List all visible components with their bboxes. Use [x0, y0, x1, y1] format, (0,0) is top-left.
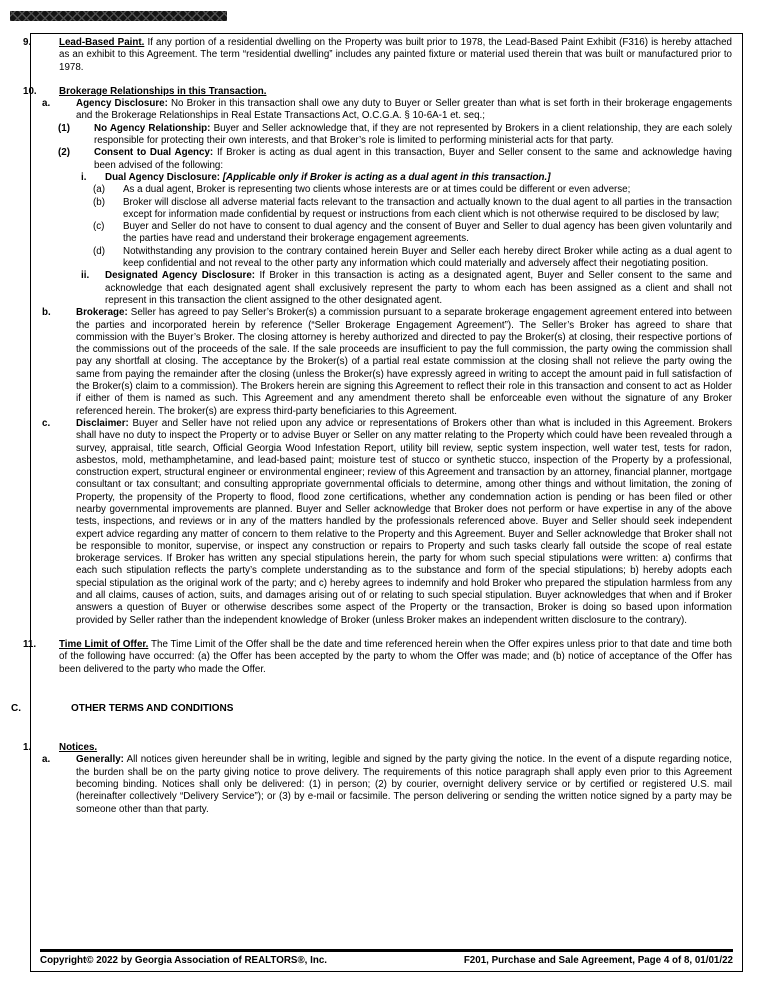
clause-number: (c): [93, 221, 105, 233]
clause-number: c.: [42, 417, 51, 429]
clause-text: Brokerage Relationships in this Transaction.: [59, 85, 267, 97]
clause-text: Time Limit of Offer.: [59, 638, 149, 650]
paragraph: [41, 246, 732, 271]
footer-divider: [40, 949, 733, 952]
paragraph: [23, 37, 732, 74]
clause-number: (2): [58, 147, 70, 159]
clause-text: Seller has agreed to pay Seller’s Broker(s) a commission pursuant to a separate brokerage engagement agreement entered into between the parties and incorporated herein by reference (“Seller Brokerage Engagement Agreement”). The Seller’s Broker has agreed to share that commission with the Buyer’s Broker. The closing attorney is hereby authorized and directed to pay the Broker(s) at closing, their respective portions of the commissions out of the proceeds of the sale. If the sale proceeds are insufficient to pay the full commission, the party owing the commission shall pay any shortfall at closing. The acceptance by the Broker(s) of a partial real estate commission at the closing shall not relieve the party owing the same from paying the remainder after the closing (unless the Broker(s) have expressly agreed in writing to accept the amount paid in full satisfaction of the Broker(s) claim to a commission). The Brokers herein are signing this Agreement to reflect their role in this transaction and consent to act as Holder if either of them is named as such. This Agreement and any amendment thereto shall be enforceable even without the signature of any Broker referenced herein. The broker(s) are express third-party beneficiaries to this Agreement.: [76, 307, 732, 417]
paragraph: [41, 123, 732, 148]
clause-text: Agency Disclosure:: [76, 98, 168, 110]
clause-text: Generally:: [76, 754, 124, 766]
paragraph: [41, 197, 732, 222]
paragraph: [41, 221, 732, 246]
paragraph: [41, 307, 732, 418]
clause-number: a.: [42, 754, 51, 766]
paragraph: [41, 418, 732, 627]
clause-text: Buyer and Seller do not have to consent to dual agency and the consent of Buyer and Seller to dual agency has been given voluntarily and the parties have read and understand their brokerage engagement agreements.: [123, 221, 732, 245]
clause-text: If any portion of a residential dwelling on the Property was built prior to 1978, the Lead-Based Paint Exhibit (F316) is hereby attached as an exhibit to this Agreement. The term “residential dwelling” includes any painted fixture or material used therein that was built or manufactured prior to 1978.: [59, 37, 732, 73]
clause-number: 9.: [23, 37, 32, 48]
clause-number: ii.: [81, 270, 90, 282]
paragraph: [41, 754, 732, 815]
paragraph: [41, 184, 732, 196]
clause-number: 1.: [23, 742, 32, 754]
clause-number: (1): [58, 122, 70, 134]
clause-text: Designated Agency Disclosure:: [105, 270, 256, 282]
paragraph: [23, 638, 732, 676]
clause-text: OTHER TERMS AND CONDITIONS: [71, 702, 234, 714]
redaction-bar: [10, 11, 227, 21]
clause-text: Buyer and Seller have not relied upon any advice or representations of Brokers other than what is included in this Agreement. Brokers shall have no duty to inspect the Property or to advise Buyer or Seller on any matter relating to the Property which could have been revealed through a survey, appraisal, title search, Official Georgia Wood Infestation Report, utility bill review, septic system inspection, well water test, tests for radon, asbestos, mold, methamphetamine, and lead-based paint; moisture test of stucco or synthetic stucco, inspection of the Property by a professional, construction expert, structural engineer or environmental engineer; review of this Agreement and transaction by an attorney, financial planner, mortgage consultant or tax consultant; and consulting appropriate governmental officials to determine, among other things and without limitation, the zoning of Property, the propensity of the Property to flood, flood zone certifications, whether any condemnation action is pending or has been filed or other nearby governmental improvements are planned. Buyer and Seller acknowledge that Broker does not perform or have expertise in any of the above tests, inspections, and reviews or in any of the matters handled by the professionals referenced above. Buyer and Seller should seek independent expert advice regarding any matter of concern to them relative to the Property and this Agreement. Buyer and Seller acknowledge that Broker shall not be responsible to monitor, supervise, or inspect any construction or repairs to Property and such tasks clearly fall outside the scope of real estate brokerage services. If Broker has written any special stipulations herein, the party for whom such special stipulations were written: a) confirms that each such stipulation reflects the party’s complete understanding as to the substance and form of the special stipulations; b) hereby adopts each special stipulation as the original work of the party; and c) hereby agrees to indemnify and hold Broker who prepared the stipulation harmless from any and all claims, causes of action, suits, and damages arising out of or relating to such special stipulation. Buyer acknowledges that when and if Broker answers a question of Buyer or otherwise describes some aspect of the Property or the transaction, Broker is doing so based upon information provided by Seller rather than the independent knowledge of Broker (unless Broker makes an independent written disclosure to the contrary).: [76, 417, 732, 626]
clause-text: All notices given hereunder shall be in writing, legible and signed by the party giving the notice. In the event of a dispute regarding notice, the burden shall be on the party giving notice to prove delivery. The requirements of this notice paragraph shall apply even prior to this Agreement becoming binding. Notices shall only be delivered: (1) in person; (2) by courier, overnight delivery service or by certified or registered U.S. mail (hereinafter collectively “Delivery Service”); or (3) by e-mail or facsimile. The person delivering or sending the written notice signed by a party may be someone other than that party.: [76, 754, 732, 815]
clause-text: No Agency Relationship:: [94, 122, 211, 134]
clause-text: [Applicable only if Broker is acting as a dual agent in this transaction.]: [222, 171, 551, 183]
paragraph: [11, 702, 732, 715]
clause-number: 11.: [23, 638, 37, 650]
clause-number: (d): [93, 245, 105, 257]
clause-text: No Broker in this transaction shall owe any duty to Buyer or Seller greater than what is set forth in their brokerage engagements and the Brokerage Relationships in Real Estate Transactions Act, O.C.G.A. § 10-6A-1 et. seq.;: [76, 98, 733, 122]
clause-text: Consent to Dual Agency:: [94, 147, 214, 159]
copyright-text: Copyright© 2022 by Georgia Association of REALTORS®, Inc.: [40, 955, 327, 966]
clause-number: a.: [42, 98, 51, 110]
clause-text: Buyer and Seller acknowledge that, if they are not represented by Brokers in a client relationship, they are each solely responsible for protecting their own interests, and that Broker’s role is limited to performing ministerial acts for that party.: [94, 122, 732, 147]
document-body: [11, 37, 733, 942]
clause-number: C.: [11, 702, 21, 714]
clause-text: Notices.: [59, 742, 98, 754]
clause-text: Lead-Based Paint.: [59, 37, 145, 48]
paragraph: [23, 742, 732, 754]
clause-text: Broker will disclose all adverse material facts relevant to the transaction and actually known to the dual agent to all parties in the transaction except for information made confidential by request or instructions from each client which is not otherwise required to be disclosed by law;: [123, 196, 732, 220]
paragraph: [41, 147, 732, 172]
paragraph: [23, 85, 732, 98]
clause-text: Notwithstanding any provision to the contrary contained herein Buyer and Seller each hereby direct Broker while acting as a dual agent to keep confidential and not reveal to the other party any information which could materially and adversely affect their negotiating position.: [123, 245, 732, 270]
clause-text: Brokerage:: [76, 307, 128, 319]
paragraph: [41, 98, 732, 123]
paragraph: [41, 172, 732, 184]
clause-text: Disclaimer:: [76, 417, 129, 429]
clause-text: If Broker in this transaction is acting as a designated agent, Buyer and Seller consent to the same and acknowledge that each designated agent shall exclusively represent the party to whom each has been assigned as a client and shall not represent in this transaction the client assigned to the other designated agent.: [105, 270, 732, 306]
clause-text: The Time Limit of the Offer shall be the date and time referenced herein when the Offer expires unless prior to that date and time both of the following have occurred: (a) the Offer has been accepted by the party to whom the Offer was made; and (b) notice of acceptance of the Offer has been delivered to the party who made the Offer.: [59, 638, 732, 675]
clause-number: b.: [42, 307, 51, 319]
document-page: [11, 33, 743, 972]
form-reference-text: F201, Purchase and Sale Agreement, Page 4 of 8, 01/01/22: [463, 955, 733, 966]
clause-number: i.: [81, 171, 87, 183]
paragraph: [41, 270, 732, 307]
clause-text: Dual Agency Disclosure:: [105, 171, 221, 183]
clause-text: If Broker is acting as dual agent in this transaction, Buyer and Seller consent to the same and acknowledge having been advised of the following:: [94, 147, 732, 171]
clause-number: (a): [93, 184, 105, 196]
footer: [40, 949, 733, 966]
clause-number: 10.: [23, 85, 37, 97]
clause-number: (b): [93, 196, 105, 208]
clause-text: As a dual agent, Broker is representing two clients whose interests are or at times could be different or even adverse;: [123, 184, 631, 196]
